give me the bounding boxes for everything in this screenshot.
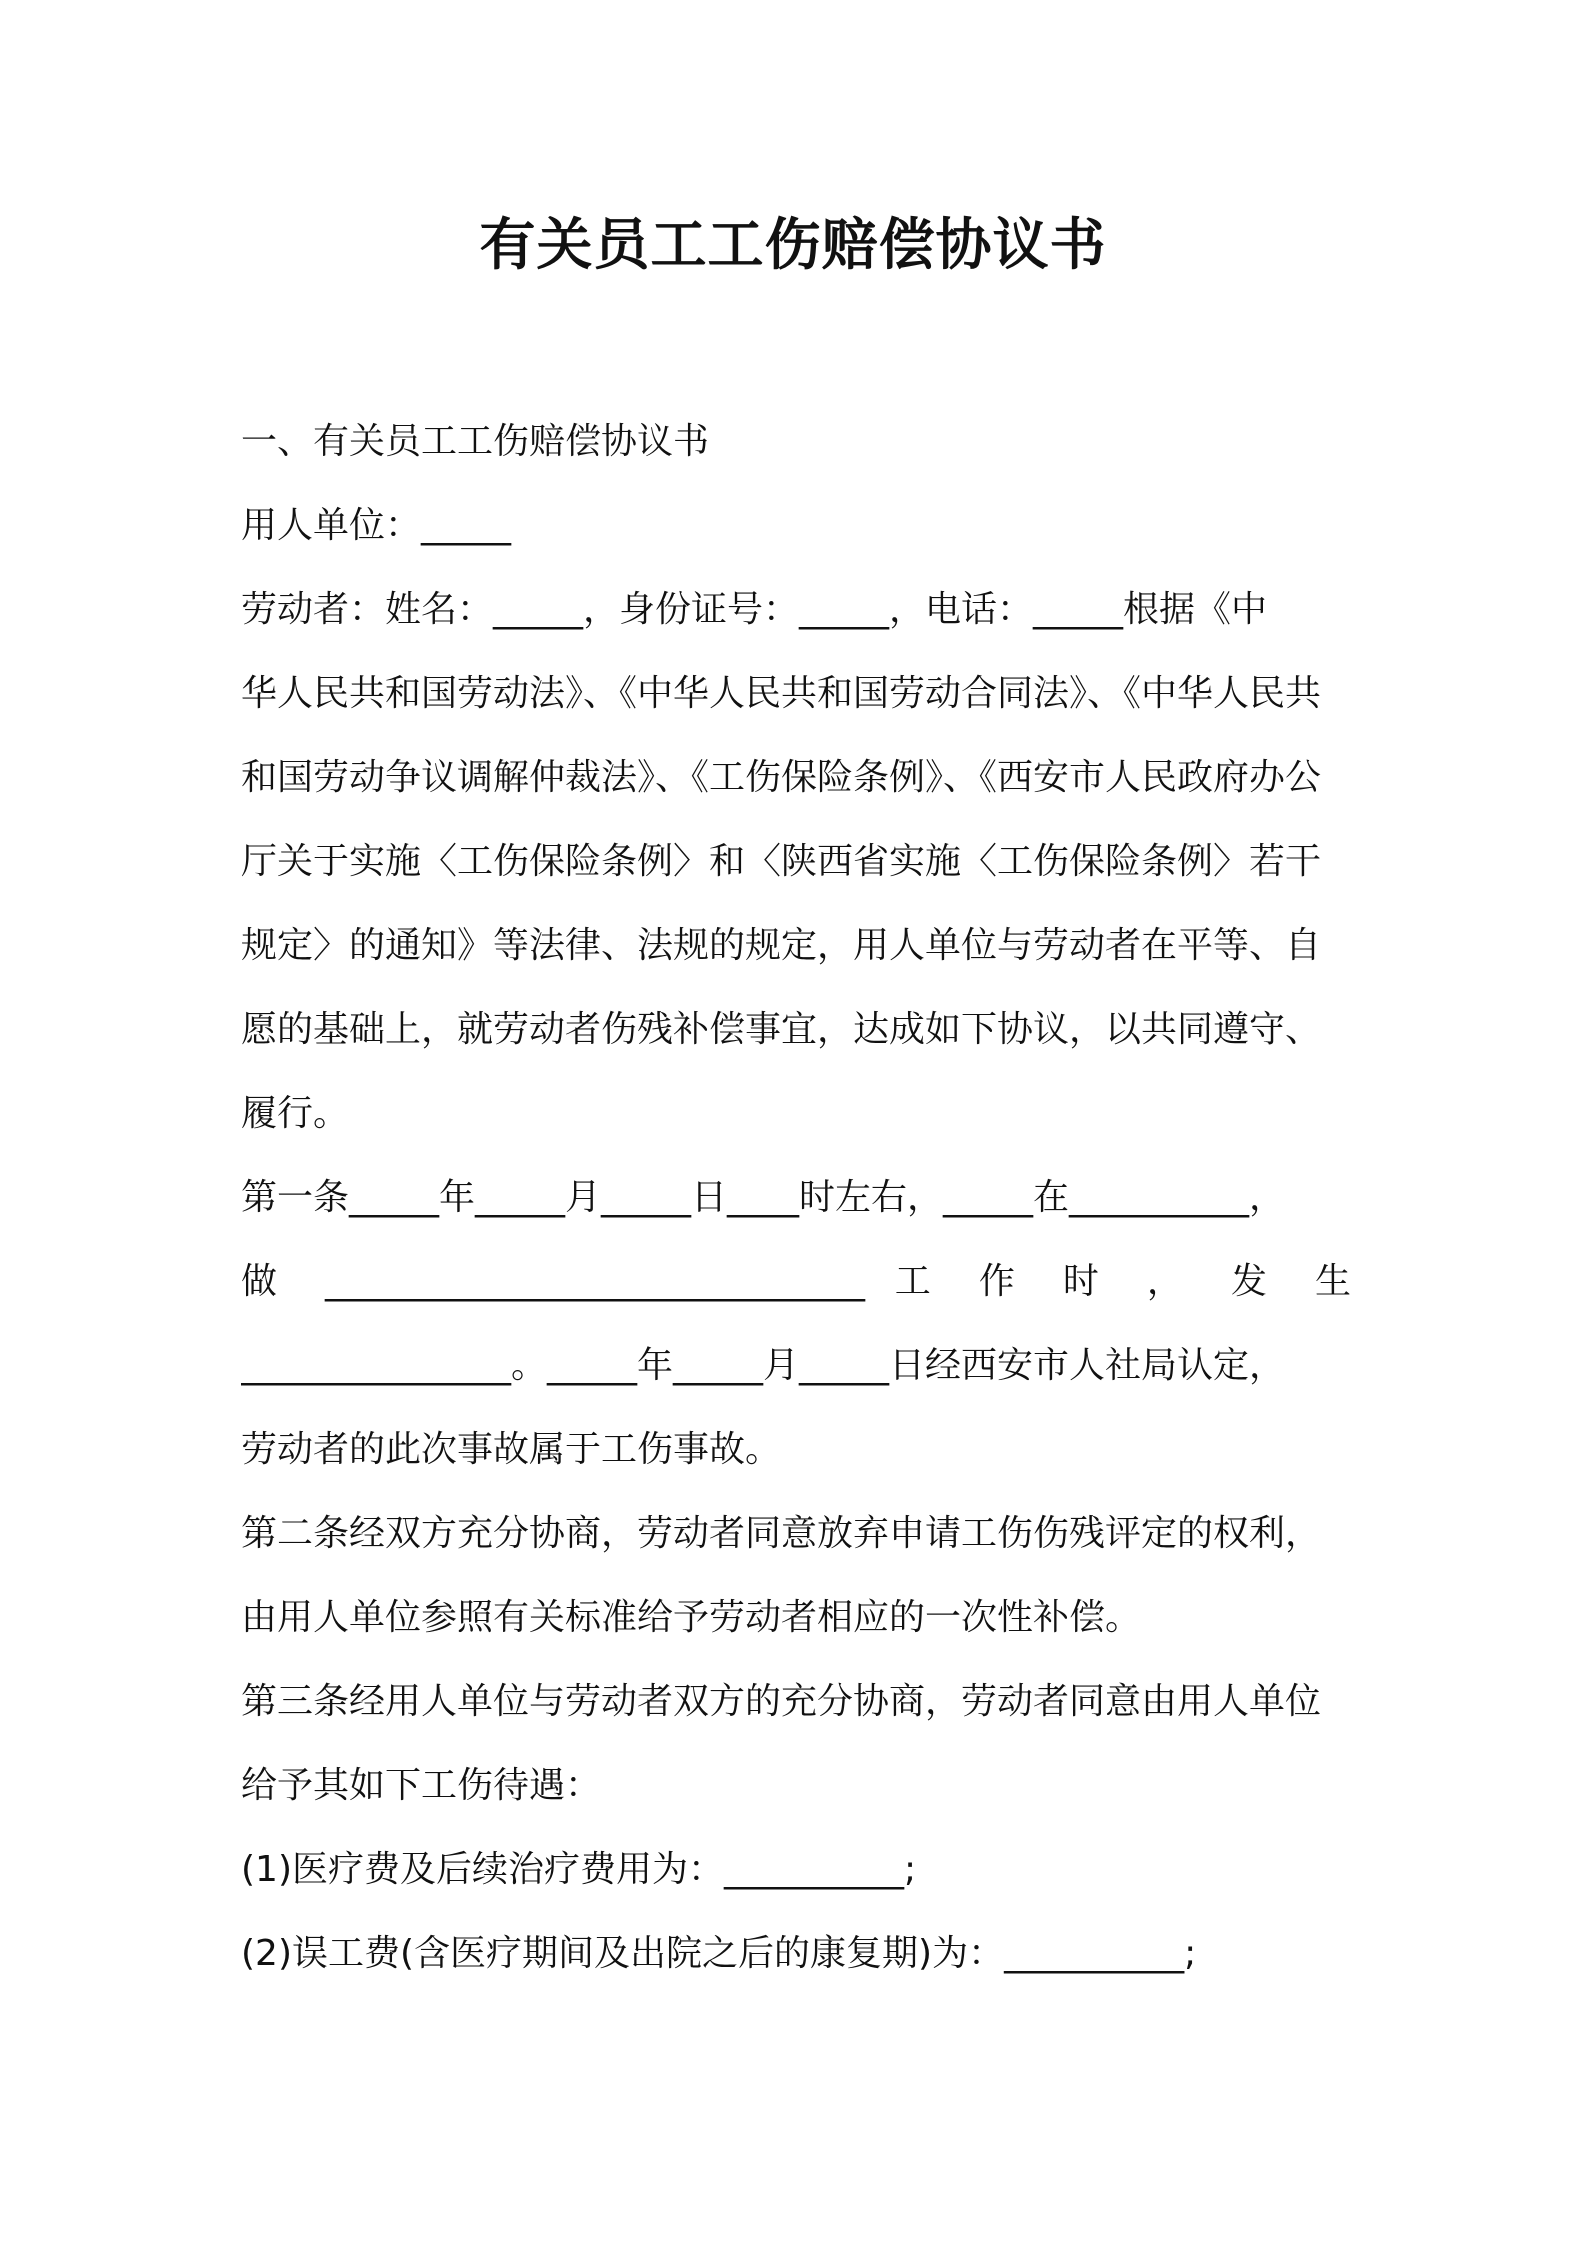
article-3-line: 第三条经用人单位与劳动者双方的充分协商，劳动者同意由用人单位	[241, 1681, 1322, 1722]
article-2-line: 第二条经双方充分协商，劳动者同意放弃申请工伤伤残评定的权利，	[241, 1513, 1322, 1554]
section-heading: 一、有关员工工伤赔偿协议书	[241, 421, 710, 462]
article-1-line: 第一条_____年_____月_____日____时左右，_____在__________，	[241, 1177, 1286, 1218]
list-item: (2)误工费(含医疗期间及出院之后的康复期)为：__________;	[241, 1933, 1197, 1974]
paragraph-line: 履行。	[241, 1093, 350, 1134]
worker-line: 劳动者：姓名：_____，身份证号：_____，电话：_____根据《中	[241, 589, 1268, 630]
document-body	[241, 400, 1351, 1996]
paragraph-line: 和国劳动争议调解仲裁法》、《工伤保险条例》、《西安市人民政府办公	[241, 757, 1322, 798]
article-1-line: 做 ______________________________ 工 作 时 ， 发 生	[241, 1261, 1351, 1302]
paragraph-line: 愿的基础上，就劳动者伤残补偿事宜，达成如下协议，以共同遵守、	[241, 1009, 1322, 1050]
article-1-line: 劳动者的此次事故属于工伤事故。	[241, 1429, 782, 1470]
list-item: (1)医疗费及后续治疗费用为：__________;	[241, 1849, 917, 1890]
paragraph-line: 规定〉的通知》等法律、法规的规定，用人单位与劳动者在平等、自	[241, 925, 1322, 966]
article-3-line: 给予其如下工伤待遇：	[241, 1765, 602, 1806]
paragraph-line: 厅关于实施〈工伤保险条例〉和〈陕西省实施〈工伤保险条例〉若干	[241, 841, 1322, 882]
article-2-line: 由用人单位参照有关标准给予劳动者相应的一次性补偿。	[241, 1597, 1142, 1638]
article-1-line: _______________。_____年_____月_____日经西安市人社局认定，	[241, 1345, 1286, 1386]
employer-line: 用人单位：_____	[241, 505, 512, 546]
paragraph-line: 华人民共和国劳动法》、《中华人民共和国劳动合同法》、《中华人民共	[241, 673, 1322, 714]
document-title: 有关员工工伤赔偿协议书	[479, 213, 1107, 278]
